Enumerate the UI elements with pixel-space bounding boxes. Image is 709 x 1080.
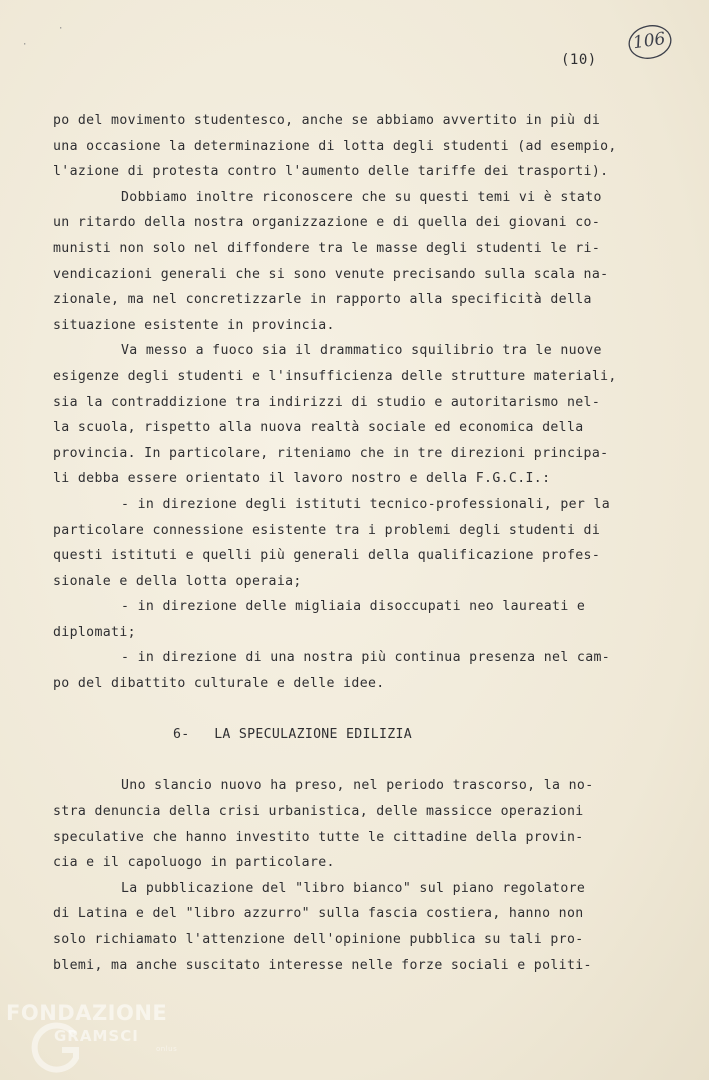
text-line: - in direzione degli istituti tecnico-professionali, per la: [121, 496, 611, 512]
text-line: po del dibattito culturale e delle idee.: [53, 676, 385, 692]
document-body: [53, 108, 633, 978]
text-line: Va messo a fuoco sia il drammatico squilibrio tra le nuove: [121, 343, 602, 359]
spacer: [53, 748, 633, 774]
text-line: particolare connessione esistente tra i problemi degli studenti di: [53, 522, 601, 538]
text-line: un ritardo della nostra organizzazione e di quella dei giovani co-: [53, 215, 601, 231]
watermark-logo: [6, 996, 206, 1080]
text-line: l'azione di protesta contro l'aumento delle tariffe dei trasporti).: [53, 164, 609, 180]
text-line: sia la contraddizione tra indirizzi di studio e autoritarismo nel-: [53, 394, 601, 410]
text-line: Uno slancio nuovo ha preso, nel periodo trascorso, la no-: [121, 778, 594, 794]
handwritten-page-number: [626, 22, 674, 62]
text-line: po del movimento studentesco, anche se abbiamo avvertito in più di: [53, 113, 601, 128]
text-line: solo richiamato l'attenzione dell'opinione pubblica su tali pro-: [53, 932, 584, 947]
handwritten-number-text: 106: [631, 28, 667, 54]
text-line: blemi, ma anche suscitato interesse nelle forze sociali e politi-: [53, 957, 592, 973]
text-line: munisti non solo nel diffondere tra le masse degli studenti le ri-: [53, 240, 601, 256]
text-line: La pubblicazione del "libro bianco" sul piano regolatore: [121, 880, 586, 896]
watermark-line1: FONDAZIONE: [6, 1001, 168, 1025]
watermark-line3: onlus: [156, 1045, 178, 1053]
text-line: cia e il capoluogo in particolare.: [53, 855, 335, 871]
text-line: zionale, ma nel concretizzarle in rapporto alla specificità della: [53, 292, 592, 308]
text-line: - in direzione delle migliaia disoccupati neo laureati e: [121, 599, 586, 615]
text-line: vendicazioni generali che si sono venute precisando sulla scala na-: [53, 266, 609, 282]
page-number: (10): [561, 52, 597, 68]
text-line: la scuola, rispetto alla nuova realtà sociale ed economica della: [53, 420, 584, 436]
text-line: - in direzione di una nostra più continua presenza nel cam-: [121, 650, 611, 666]
text-line: stra denuncia della crisi urbanistica, delle massicce operazioni: [53, 804, 584, 820]
text-line: Dobbiamo inoltre riconoscere che su questi temi vi è stato: [121, 189, 602, 205]
watermark-line2: GRAMSCI: [54, 1027, 139, 1045]
text-line: situazione esistente in provincia.: [53, 317, 335, 333]
text-line: di Latina e del "libro azzurro" sulla fascia costiera, hanno non: [53, 906, 584, 922]
text-line: provincia. In particolare, riteniamo che in tre direzioni principa-: [53, 445, 609, 461]
text-line: diplomati;: [53, 624, 136, 640]
text-line: questi istituti e quelli più generali della qualificazione profes-: [53, 548, 601, 564]
scan-speck: ·: [22, 40, 28, 50]
text-line: li debba essere orientato il lavoro nostro e della F.G.C.I.:: [53, 471, 551, 487]
spacer: [53, 697, 633, 723]
scan-speck: ·: [58, 24, 64, 34]
text-line: speculative che hanno investito tutte le cittadine della provin-: [53, 829, 584, 845]
section-heading: 6- LA SPECULAZIONE EDILIZIA: [173, 727, 412, 743]
text-line: esigenze degli studenti e l'insufficienza delle strutture materiali,: [53, 368, 617, 384]
text-line: sionale e della lotta operaia;: [53, 573, 302, 589]
text-line: una occasione la determinazione di lotta degli studenti (ad esempio,: [53, 138, 617, 154]
